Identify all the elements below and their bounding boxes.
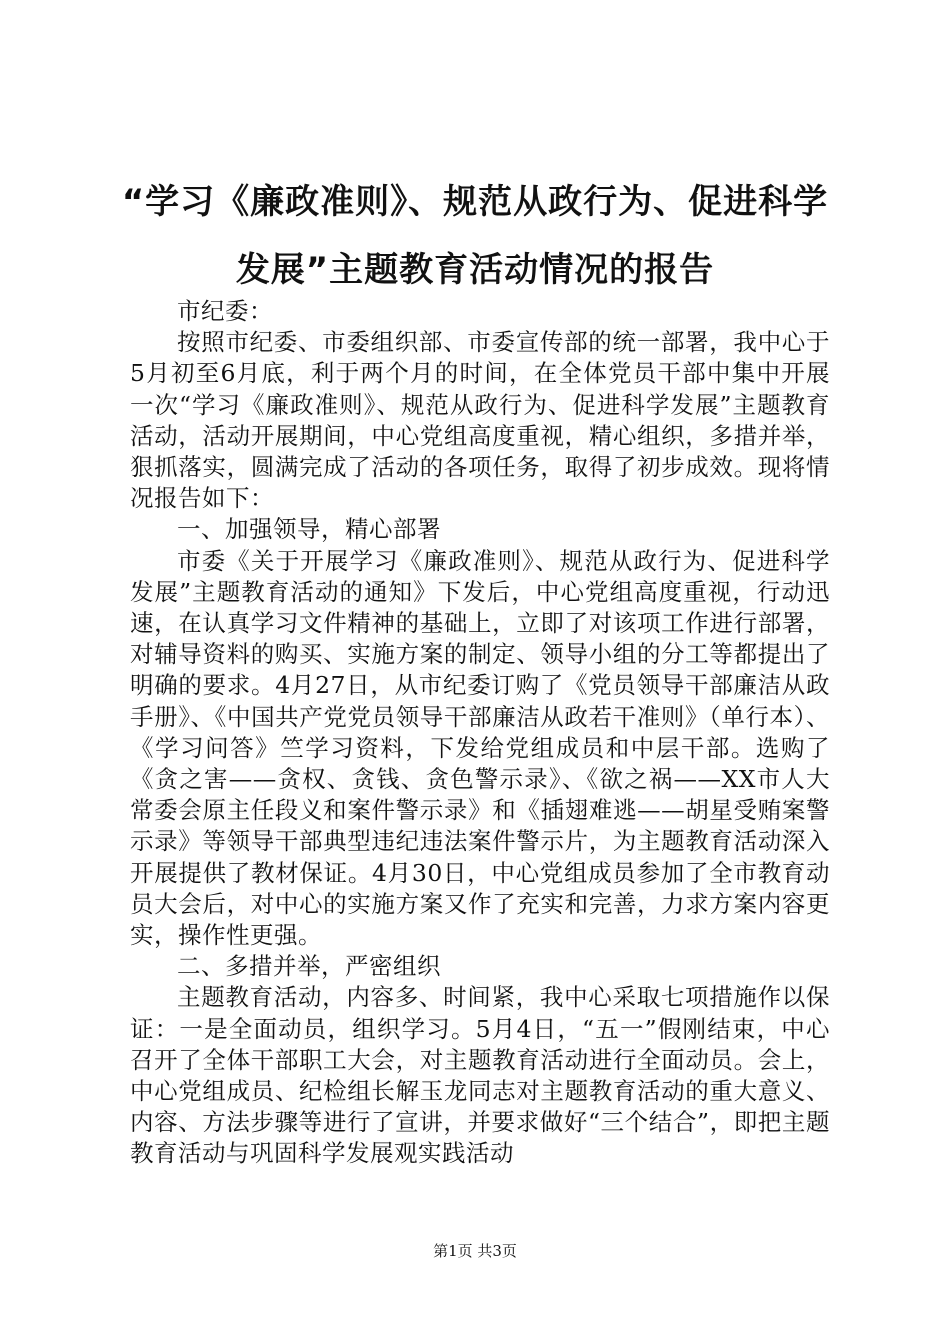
document-title: “学习《廉政准则》、规范从政行为、促进科学发展”主题教育活动情况的报告 (121, 182, 829, 290)
paragraph-section-2: 主题教育活动，内容多、时间紧，我中心采取七项措施作以保证：一是全面动员，组织学习。5月4日，“五一”假刚结束，中心召开了全体干部职工大会，对主题教育活动进行全面动员。会上，中心党组成员、纪检组长解玉龙同志对主题教育活动的重大意义、内容、方法步骤等进行了宣讲，并要求做好“三个结合”，即把主题教育活动与巩固科学发展观实践活动 (130, 983, 830, 1168)
paragraph-intro: 按照市纪委、市委组织部、市委宣传部的统一部署，我中心于5月初至6月底，利于两个月的时间，在全体党员干部中集中开展一次“学习《廉政准则》、规范从政行为、促进科学发展”主题教育活动，活动开展期间，中心党组高度重视，精心组织，多措并举，狠抓落实，圆满完成了活动的各项任务，取得了初步成效。现将情况报告如下： (130, 328, 830, 513)
document-body (130, 296, 830, 1170)
paragraph-section-1: 市委《关于开展学习《廉政准则》、规范从政行为、促进科学发展”主题教育活动的通知》下发后，中心党组高度重视，行动迅速，在认真学习文件精神的基础上，立即了对该项工作进行部署，对辅导资料的购买、实施方案的制定、领导小组的分工等都提出了明确的要求。4月27日，从市纪委订购了《党员领导干部廉洁从政手册》、《中国共产党党员领导干部廉洁从政若干准则》（单行本）、《学习问答》竺学习资料，下发给党组成员和中层干部。选购了《贪之害——贪权、贪钱、贪色警示录》、《欲之祸——XX市人大常委会原主任段义和案件警示录》和《插翅难逃——胡星受贿案警示录》等领导干部典型违纪违法案件警示片，为主题教育活动深入开展提供了教材保证。4月30日，中心党组成员参加了全市教育动员大会后，对中心的实施方案又作了充实和完善，力求方案内容更实，操作性更强。 (130, 546, 830, 950)
section-heading-1: 一、加强领导，精心部署 (177, 515, 441, 544)
salutation: 市纪委： (177, 297, 273, 325)
page-footer: 第1页 共3页 (433, 1242, 517, 1260)
section-heading-2: 二、多措并举，严密组织 (177, 952, 441, 981)
